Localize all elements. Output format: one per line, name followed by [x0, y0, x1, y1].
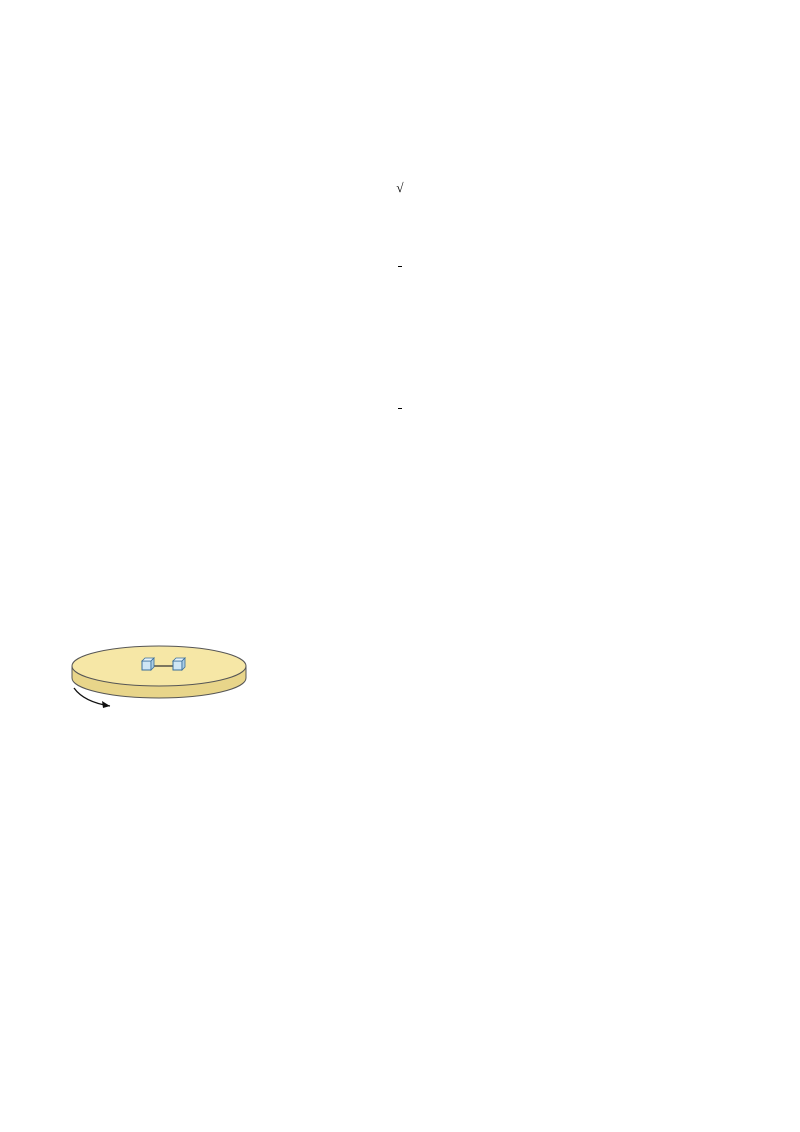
block-a: [173, 658, 185, 670]
equation-work-energy: [0, 398, 800, 417]
rotation-arrowhead: [102, 701, 110, 708]
rotating-disk-figure: [70, 636, 250, 712]
eq3-fraction: [398, 266, 402, 267]
equation-omega-max: √: [396, 180, 404, 195]
block-b: [142, 658, 154, 670]
equation-friction-centripetal: [0, 96, 800, 113]
eq3-num: [398, 266, 402, 267]
eq5-num: [398, 408, 402, 409]
equation-velocity-def: [0, 258, 800, 275]
eq5-fraction: [398, 408, 402, 409]
